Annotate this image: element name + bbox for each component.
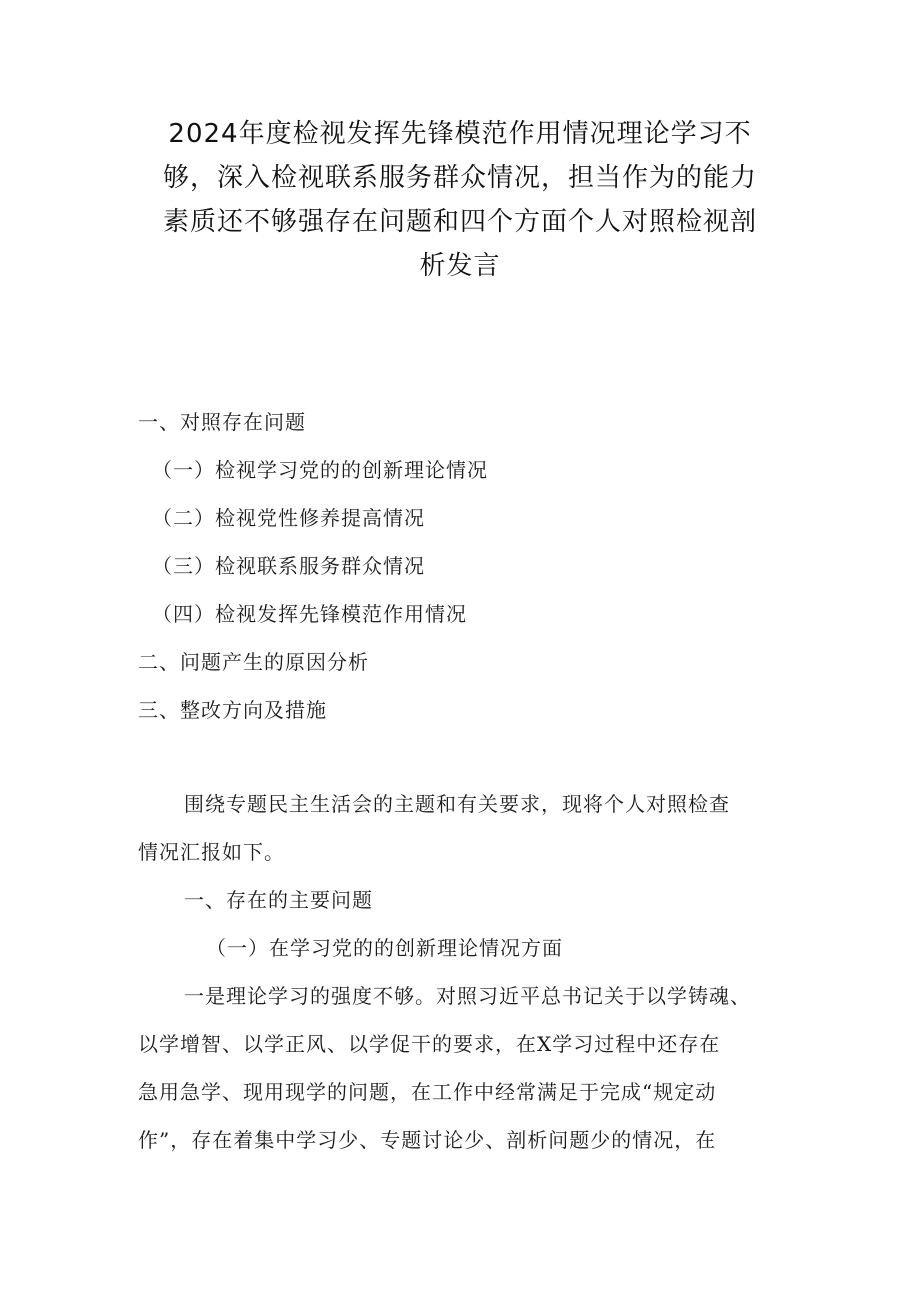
- intro-paragraph: [138, 780, 798, 876]
- document-title: [150, 112, 770, 288]
- toc-item: 三、整改方向及措施: [138, 698, 327, 722]
- section-heading: [138, 876, 798, 924]
- table-of-contents: [138, 398, 798, 734]
- text-line: 急用急学、现用现学的问题，在工作中经常满足于完成“规定动: [138, 1080, 717, 1104]
- title-line: 够，深入检视联系服务群众情况，担当作为的能力: [162, 163, 757, 193]
- title-line: 素质还不够强存在问题和四个方面个人对照检视剖: [162, 207, 757, 237]
- text-line: 以学增智、以学正风、以学促干的要求，在X学习过程中还存在: [138, 1032, 721, 1056]
- text-line: 一、存在的主要问题: [184, 888, 373, 912]
- text-line: 作”，存在着集中学习少、专题讨论少、剖析问题少的情况，在: [138, 1128, 717, 1152]
- text-line: 情况汇报如下。: [138, 840, 285, 864]
- toc-item: 二、问题产生的原因分析: [138, 650, 369, 674]
- body-paragraph: [138, 972, 798, 1164]
- toc-item: 一、对照存在问题: [138, 410, 306, 434]
- document-body: [138, 780, 798, 1164]
- text-line: 一是理论学习的强度不够。对照习近平总书记关于以学铸魂、: [184, 984, 751, 1008]
- title-line: 2024年度检视发挥先锋模范作用情况理论学习不: [168, 119, 752, 149]
- toc-item: （二）检视党性修养提高情况: [152, 506, 425, 530]
- title-line: 析发言: [419, 251, 501, 281]
- toc-item: （四）检视发挥先锋模范作用情况: [152, 602, 467, 626]
- subsection-heading: [138, 924, 798, 972]
- toc-item: （三）检视联系服务群众情况: [152, 554, 425, 578]
- toc-item: （一）检视学习党的的创新理论情况: [152, 458, 488, 482]
- text-line: （一）在学习党的的创新理论情况方面: [206, 936, 563, 960]
- text-line: 围绕专题民主生活会的主题和有关要求，现将个人对照检查: [184, 792, 730, 816]
